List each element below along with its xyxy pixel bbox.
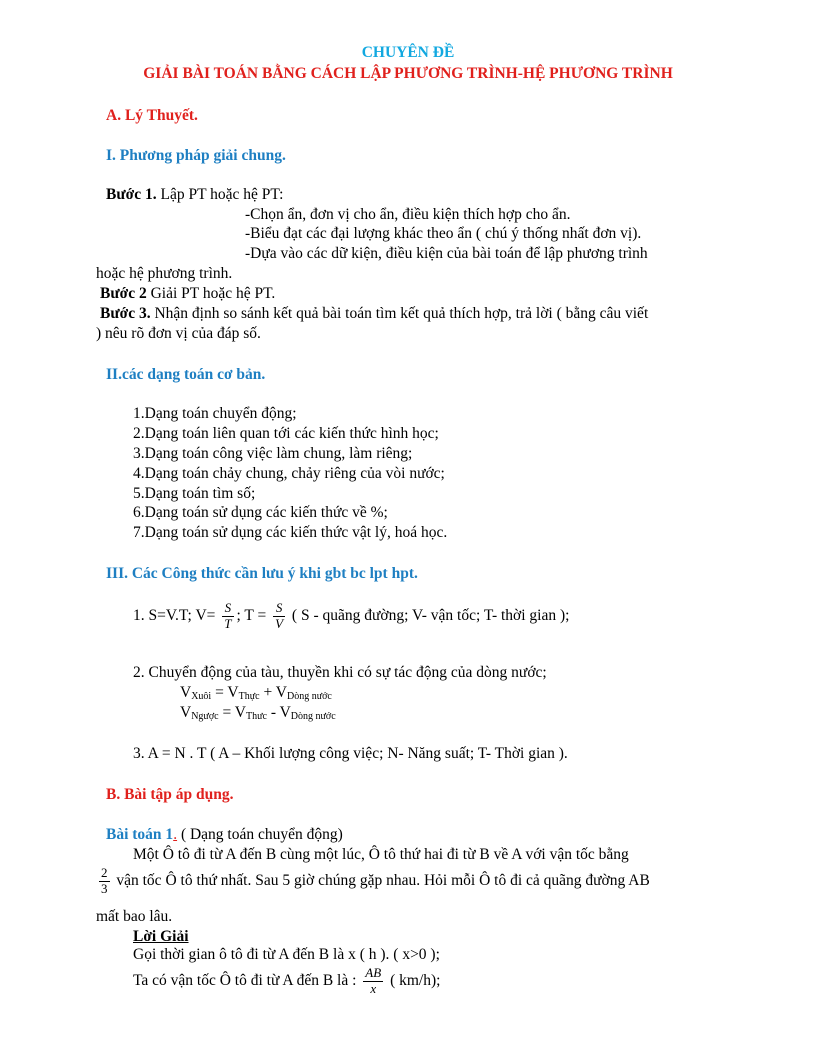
document-title: CHUYÊN ĐỀ <box>361 44 455 61</box>
fraction-denominator: T <box>224 615 232 631</box>
formula-3: 3. A = N . T ( A – Khối lượng công việc; N- Năng suất; T- Thời gian ). <box>133 745 568 762</box>
list-item: 5.Dạng toán tìm số; <box>133 485 256 502</box>
fraction-denominator: 3 <box>101 880 108 896</box>
list-item: 3.Dạng toán công việc làm chung, làm riêng; <box>133 445 413 462</box>
fraction-numerator: S <box>222 601 233 617</box>
step-2-text: Giải PT hoặc hệ PT. <box>146 285 276 302</box>
section-b-heading: B. Bài tập áp dụng. <box>106 786 234 803</box>
formula-2-intro: 2. Chuyển động của tàu, thuyền khi có sự tác động của dòng nước; <box>133 664 547 681</box>
part-iii-heading: III. Các Công thức cần lưu ý khi gbt bc lpt hpt. <box>106 565 418 582</box>
formula-text: V <box>180 704 192 721</box>
problem-1-line: mất bao lâu. <box>96 908 173 925</box>
formula-2b <box>180 704 336 723</box>
formula-text: V <box>180 684 192 701</box>
step-1-item: -Dựa vào các dữ kiện, điều kiện của bài toán để lập phương trình <box>245 245 648 262</box>
step-3 <box>100 305 648 324</box>
formula-text: - V <box>266 704 291 721</box>
list-item: 6.Dạng toán sử dụng các kiến thức về %; <box>133 504 388 521</box>
formula-text: = V <box>211 684 239 701</box>
step-1 <box>106 186 283 205</box>
problem-1-dot: . <box>173 826 178 843</box>
fraction-numerator: AB <box>365 965 382 980</box>
formula-text: + V <box>259 684 287 701</box>
subscript: Thực <box>238 691 260 702</box>
step-1-item: -Biểu đạt các đại lượng khác theo ẩn ( chú ý thống nhất đơn vị). <box>245 225 642 242</box>
formula-1 <box>133 601 569 632</box>
fraction-s-over-v <box>273 601 285 632</box>
problem-1-label: Bài toán 1 <box>106 826 174 843</box>
step-1-item: -Chọn ẩn, đơn vị cho ẩn, điều kiện thích hợp cho ẩn. <box>245 206 571 223</box>
solution-text: ( km/h); <box>386 972 441 989</box>
subscript: Ngược <box>191 711 219 722</box>
formula-1-text: ; T = <box>236 607 267 624</box>
problem-1-text: vận tốc Ô tô thứ nhất. Sau 5 giờ chúng gặp nhau. Hỏi mỗi Ô tô đi cả quãng đường AB <box>112 872 650 889</box>
fraction-denominator: x <box>370 980 377 996</box>
problem-1-line-2 <box>96 866 650 897</box>
document-subtitle: GIẢI BÀI TOÁN BẰNG CÁCH LẬP PHƯƠNG TRÌNH-HỆ PHƯƠNG TRÌNH <box>143 65 673 82</box>
part-i-heading: I. Phương pháp giải chung. <box>106 147 286 164</box>
fraction-ab-over-x <box>363 966 383 997</box>
subscript: Dòng nước <box>290 711 336 722</box>
problem-1-topic: ( Dạng toán chuyển động) <box>177 826 343 843</box>
step-3-label: Bước 3. <box>100 305 151 322</box>
subscript: Thưc <box>245 711 267 722</box>
problem-1-line: Một Ô tô đi từ A đến B cùng một lúc, Ô tô thứ hai đi từ B về A với vận tốc bằng <box>133 846 629 863</box>
formula-2a <box>180 684 332 703</box>
list-item: 1.Dạng toán chuyển động; <box>133 405 297 422</box>
solution-line: Gọi thời gian ô tô đi từ A đến B là x ( h ). ( x>0 ); <box>133 946 440 963</box>
fraction-two-thirds <box>99 866 110 897</box>
list-item: 4.Dạng toán chảy chung, chảy riêng của vòi nước; <box>133 465 445 482</box>
list-item: 2.Dạng toán liên quan tới các kiến thức hình học; <box>133 425 439 442</box>
fraction-s-over-t <box>222 601 233 632</box>
solution-line-2 <box>133 966 440 997</box>
step-2 <box>100 285 275 304</box>
solution-text: Ta có vận tốc Ô tô đi từ A đến B là : <box>133 972 357 989</box>
fraction-denominator: V <box>275 615 284 631</box>
fraction-numerator: S <box>273 601 285 617</box>
formula-1-text: 1. S=V.T; V= <box>133 607 216 624</box>
step-1-label: Bước 1. <box>106 186 157 203</box>
step-2-label: Bước 2 <box>100 285 147 302</box>
subscript: Dòng nước <box>286 691 332 702</box>
fraction-numerator: 2 <box>101 865 108 880</box>
step-3-text: Nhận định so sánh kết quả bài toán tìm kết quả thích hợp, trả lời ( bằng câu viết <box>150 305 649 322</box>
formula-text: = V <box>218 704 246 721</box>
subscript: Xuôi <box>191 691 212 702</box>
part-ii-heading: II.các dạng toán cơ bản. <box>106 366 266 383</box>
formula-1-text: ( S - quãng đường; V- vận tốc; T- thời gian ); <box>288 607 570 624</box>
step-1-continuation: hoặc hệ phương trình. <box>96 265 233 282</box>
list-item: 7.Dạng toán sử dụng các kiến thức vật lý, hoá học. <box>133 524 448 541</box>
solution-label <box>133 928 189 947</box>
section-a-heading: A. Lý Thuyết. <box>106 107 198 124</box>
problem-1-title <box>106 826 343 845</box>
solution-label-text: Lời Giải <box>133 928 189 945</box>
step-1-text: Lập PT hoặc hệ PT: <box>156 186 284 203</box>
step-3-continuation: ) nêu rõ đơn vị của đáp số. <box>96 325 261 342</box>
